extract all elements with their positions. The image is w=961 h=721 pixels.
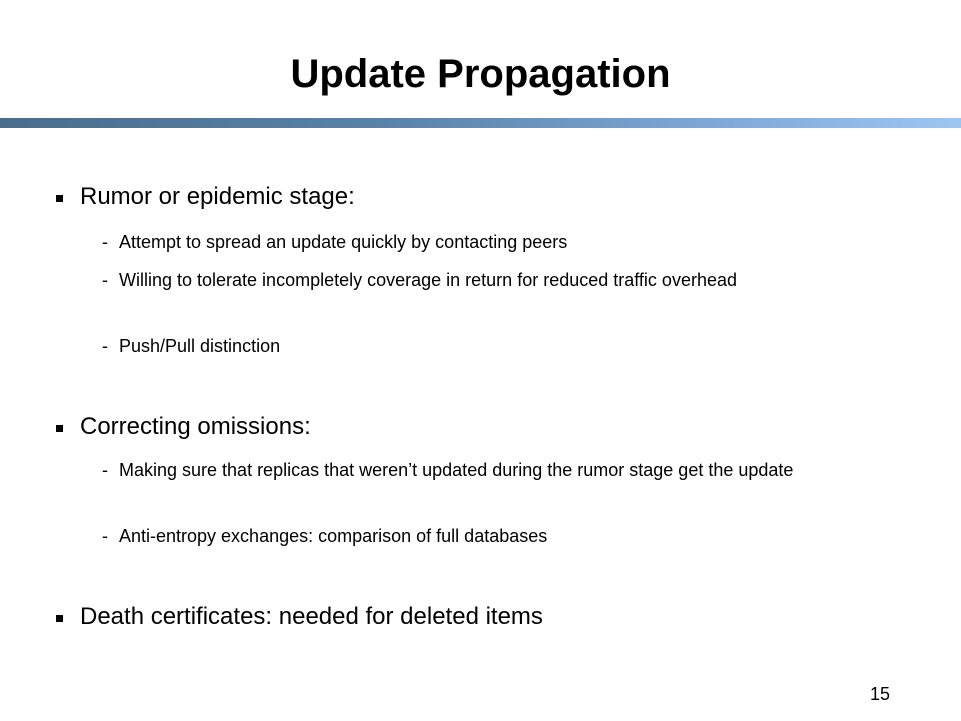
dash-marker: - <box>102 232 108 252</box>
dash-marker: - <box>102 526 108 546</box>
bullet-text: Rumor or epidemic stage: <box>80 183 355 210</box>
sub-item-text: Push/Pull distinction <box>119 336 281 356</box>
dash-marker: - <box>102 270 108 290</box>
square-bullet-icon <box>56 615 63 622</box>
square-bullet-icon <box>56 425 63 432</box>
page-number: 15 <box>870 684 891 704</box>
bullet-item <box>56 183 936 211</box>
sub-item <box>102 231 902 253</box>
bullet-text: Death certificates: needed for deleted items <box>80 603 543 630</box>
sub-item-text: Making sure that replicas that weren’t updated during the rumor stage get the update <box>119 460 794 480</box>
square-bullet-icon <box>56 195 63 202</box>
sub-item-text: Attempt to spread an update quickly by contacting peers <box>119 232 568 252</box>
title-underline-bar <box>0 118 961 128</box>
sub-item-text: Anti-entropy exchanges: comparison of full databases <box>119 526 548 546</box>
sub-item-text: Willing to tolerate incompletely coverage in return for reduced traffic overhead <box>119 270 737 290</box>
slide-title: Update Propagation <box>290 52 671 96</box>
sub-item <box>102 459 902 481</box>
sub-item <box>102 525 902 547</box>
dash-marker: - <box>102 460 108 480</box>
sub-item <box>102 335 902 357</box>
sub-item <box>102 269 902 291</box>
bullet-item <box>56 413 936 441</box>
bullet-item <box>56 603 936 631</box>
bullet-text: Correcting omissions: <box>80 413 311 440</box>
dash-marker: - <box>102 336 108 356</box>
